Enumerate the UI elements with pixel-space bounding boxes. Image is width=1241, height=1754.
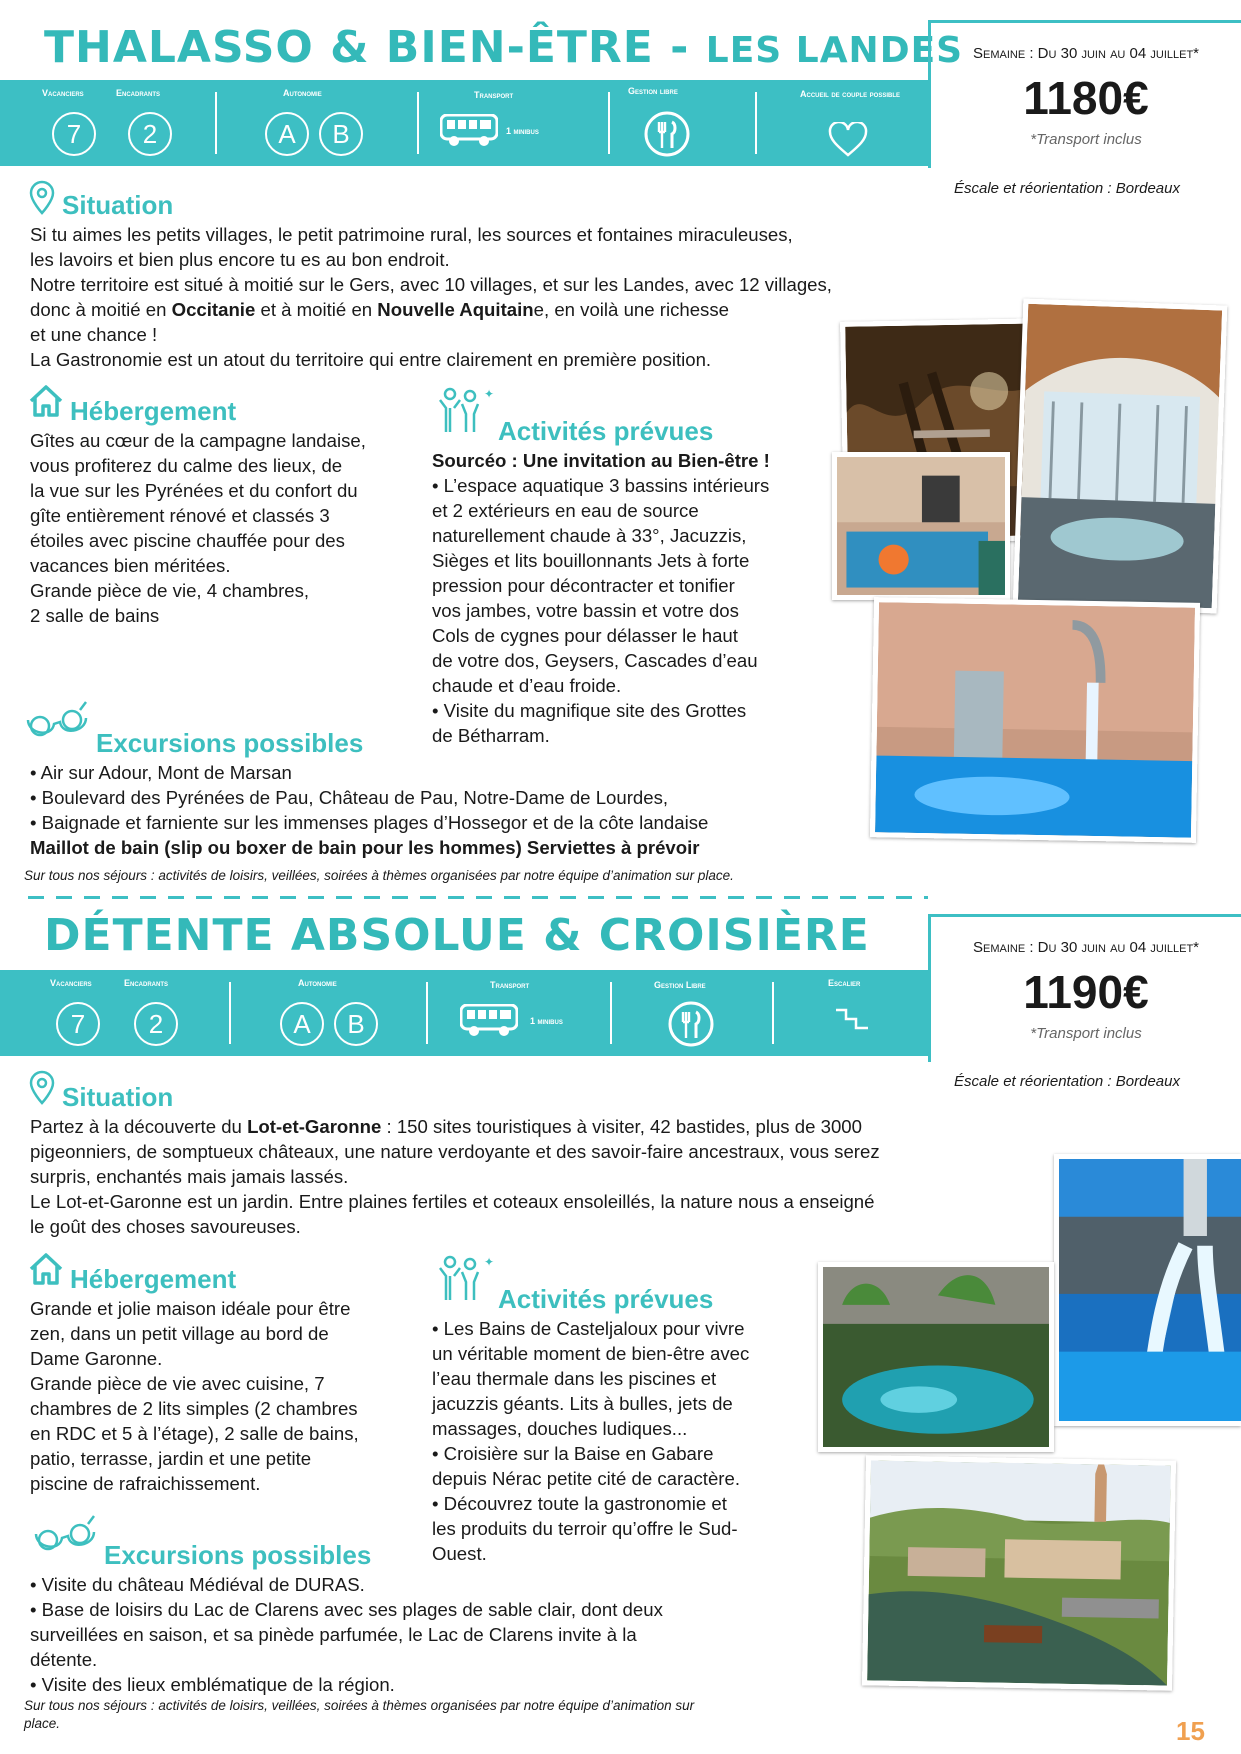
hebergement-line: piscine de rafraichissement. [30, 1473, 261, 1494]
trip1-excursions-text [30, 760, 910, 835]
nerac-village-photo [862, 1455, 1176, 1690]
escalier-label: Escalier [828, 978, 861, 988]
autonomie-a: A [265, 112, 309, 156]
svg-text:✦: ✦ [484, 1255, 495, 1269]
excursion-line: détente. [30, 1649, 98, 1670]
trip1-info-bar [0, 80, 928, 166]
trip1-excursions-title: Excursions possibles [96, 728, 364, 758]
encadrants-label: Encadrants [116, 88, 161, 98]
encadrants-label: Encadrants [124, 978, 169, 988]
trip2-activites-title: Activités prévues [498, 1284, 714, 1314]
thermal-pool-photo [818, 1262, 1054, 1452]
trip1-activites-head: Sourcéo : Une invitation au Bien-être ! [432, 450, 770, 471]
trip1-week: Semaine : Du 30 juin au 04 juillet* [972, 45, 1200, 62]
location-pin-icon [28, 180, 56, 221]
hebergement-line: patio, terrasse, jardin et une petite [30, 1448, 312, 1469]
activite-line: de votre dos, Geysers, Cascades d’eau [432, 650, 758, 671]
divider [772, 982, 774, 1044]
cutlery-icon [643, 110, 691, 163]
trip1-price: 1180€ [1023, 72, 1149, 124]
trip2-title: DÉTENTE ABSOLUE & CROISIÈRE [44, 910, 870, 961]
trip2-price-note: *Transport inclus [1030, 1025, 1142, 1042]
trip1-hebergement-title: Hébergement [70, 396, 237, 426]
divider [229, 982, 231, 1044]
hebergement-line: Dame Garonne. [30, 1348, 163, 1369]
thermal-water-jet-photo [1054, 1154, 1241, 1426]
excursion-line: • Visite des lieux emblématique de la région. [30, 1674, 395, 1695]
trip1-situation-title: Situation [62, 190, 174, 220]
trip1-price-box [928, 20, 1241, 168]
gestion-label: Gestion libre [628, 86, 678, 96]
trip2-hebergement-text [30, 1296, 410, 1496]
trip2-hebergement-title: Hébergement [70, 1264, 237, 1294]
trip2-excursions-text [30, 1572, 770, 1697]
sunglasses-icon [34, 1514, 98, 1563]
trip2-price-box [928, 914, 1241, 1062]
hebergement-line: Gîtes au cœur de la campagne landaise, [30, 430, 366, 451]
transport-label: Transport [474, 90, 514, 100]
hebergement-line: étoiles avec piscine chauffée pour des [30, 530, 345, 551]
trip2-situation-title: Situation [62, 1082, 174, 1112]
autonomie-a: A [280, 1002, 324, 1046]
encadrants-count: 2 [128, 112, 172, 156]
trip1-excursions-bold: Maillot de bain (slip ou boxer de bain pour les hommes) Serviettes à prévoir [30, 837, 700, 858]
activite-line: • Les Bains de Casteljaloux pour vivre [432, 1318, 745, 1339]
vacanciers-count: 7 [56, 1002, 100, 1046]
activite-line: un véritable moment de bien-être avec [432, 1343, 750, 1364]
trip2-footnote: Sur tous nos séjours : activités de loisirs, veillées, soirées à thèmes organisées par notre équipe d’animation sur place. [24, 1698, 695, 1731]
activite-line: chaude et d’eau froide. [432, 675, 622, 696]
minibus-icon [460, 1004, 518, 1043]
excursion-line: • Baignade et farniente sur les immenses plages d’Hossegor et de la côte landaise [30, 812, 709, 833]
activite-line: les produits du terroir qu’offre le Sud- [432, 1518, 738, 1539]
heart-icon [828, 122, 868, 163]
waterfall-pool-photo [870, 597, 1200, 843]
transport-value: 1 minibus [506, 126, 539, 136]
trip1-activites-title: Activités prévues [498, 416, 714, 446]
activite-line: • Découvrez toute la gastronomie et [432, 1493, 727, 1514]
divider [755, 92, 757, 154]
hebergement-line: vous profiterez du calme des lieux, de [30, 455, 343, 476]
trip1-price-note: *Transport inclus [1030, 131, 1142, 148]
gestion-label: Gestion Libre [654, 980, 706, 990]
activite-line: Sièges et lits bouillonnants Jets à forte [432, 550, 750, 571]
trip2-activites-text [432, 1316, 832, 1566]
trip2-week: Semaine : Du 30 juin au 04 juillet* [972, 939, 1200, 956]
stairs-icon [834, 1006, 870, 1037]
trip2-excursions-title: Excursions possibles [104, 1540, 372, 1570]
autonomie-b: B [319, 112, 363, 156]
people-activity-icon [436, 1254, 496, 1311]
autonomie-label: Autonomie [283, 88, 322, 98]
activite-line: depuis Nérac petite cité de caractère. [432, 1468, 740, 1489]
vacanciers-label: Vacanciers [50, 978, 92, 988]
activite-line: jacuzzis géants. Lits à bulles, jets de [432, 1393, 733, 1414]
activite-line: naturellement chaude à 33°, Jacuzzis, [432, 525, 747, 546]
hebergement-line: Grande pièce de vie, 4 chambres, [30, 580, 310, 601]
trip1-escale: Éscale et réorientation : Bordeaux [954, 180, 1180, 197]
activite-line: Cols de cygnes pour délasser le haut [432, 625, 738, 646]
svg-text:✦: ✦ [484, 387, 495, 401]
divider [608, 92, 610, 154]
hebergement-line: Grande et jolie maison idéale pour être [30, 1298, 351, 1319]
trip1-title: THALASSO & BIEN-ÊTRE - LES LANDES [44, 22, 964, 73]
trip1-hebergement-text [30, 428, 410, 628]
couple-label: Accueil de couple possible [799, 89, 900, 99]
hebergement-line: la vue sur les Pyrénées et du confort du [30, 480, 358, 501]
activite-line: et 2 extérieurs en eau de source [432, 500, 699, 521]
hebergement-line: gîte entièrement rénové et classés 3 [30, 505, 330, 526]
divider [610, 982, 612, 1044]
location-pin-icon [28, 1070, 56, 1111]
excursion-line: • Base de loisirs du Lac de Clarens avec ses plages de sable clair, dont deux [30, 1599, 663, 1620]
vacanciers-count: 7 [52, 112, 96, 156]
transport-value: 1 minibus [530, 1016, 563, 1026]
divider [426, 982, 428, 1044]
trip2-situation-text: Partez à la découverte du Lot-et-Garonne : 150 sites touristiques à visiter, 42 bastides, plus de 3000 pigeonniers, de somptueux châteaux, une nature verdoyante et des savoir-faire ancestraux, vous serez surpris, enchantés mais jamais lassés. Le Lot-et-Garonne est un jardin. Entre plaines fertiles et coteaux ensoleillés, la nature nous a enseigné le goût des choses savoureuses. [30, 1116, 880, 1237]
trip1-activites-text [432, 473, 832, 748]
activite-line: Ouest. [432, 1543, 487, 1564]
excursion-line: • Air sur Adour, Mont de Marsan [30, 762, 292, 783]
activite-line: pression pour décontracter et tonifier [432, 575, 735, 596]
excursion-line: • Boulevard des Pyrénées de Pau, Château de Pau, Notre-Dame de Lourdes, [30, 787, 669, 808]
hebergement-line: vacances bien méritées. [30, 555, 231, 576]
spa-room-photo [832, 452, 1010, 600]
trip2-info-bar [0, 970, 928, 1056]
hebergement-line: chambres de 2 lits simples (2 chambres [30, 1398, 358, 1419]
encadrants-count: 2 [134, 1002, 178, 1046]
divider [417, 92, 419, 154]
house-icon [28, 384, 64, 423]
house-icon [28, 1252, 64, 1291]
activite-line: • L’espace aquatique 3 bassins intérieurs [432, 475, 770, 496]
autonomie-label: Autonomie [298, 978, 337, 988]
section-divider [28, 896, 928, 899]
activite-line: l’eau thermale dans les piscines et [432, 1368, 717, 1389]
trip2-price: 1190€ [1023, 966, 1149, 1018]
trip1-footnote: Sur tous nos séjours : activités de loisirs, veillées, soirées à thèmes organisées par notre équipe d’animation sur place. [24, 868, 734, 883]
hebergement-line: Grande pièce de vie avec cuisine, 7 [30, 1373, 325, 1394]
page-number: 15 [1176, 1716, 1205, 1746]
divider [215, 92, 217, 154]
excursion-line: • Visite du château Médiéval de DURAS. [30, 1574, 365, 1595]
indoor-pool-photo [1013, 299, 1228, 614]
autonomie-b: B [334, 1002, 378, 1046]
activite-line: de Bétharram. [432, 725, 550, 746]
transport-label: Transport [490, 980, 530, 990]
hebergement-line: zen, dans un petit village au bord de [30, 1323, 329, 1344]
vacanciers-label: Vacanciers [42, 88, 84, 98]
activite-line: • Croisière sur la Baise en Gabare [432, 1443, 714, 1464]
trip1-situation-text: Si tu aimes les petits villages, le petit patrimoine rural, les sources et fontaines miraculeuses, les lavoirs et bien plus encore tu es au bon endroit. Notre territoire est situé à moitié sur le Gers, avec 10 villages, et sur les Landes, avec 12 villages, donc à moitié en Occitanie et à moitié en Nouvelle Aquitaine, en voilà une richesse et une chance ! La Gastronomie est un atout du territoire qui entre clairement en première position. [30, 224, 832, 370]
minibus-icon [440, 114, 498, 153]
hebergement-line: en RDC et 5 à l’étage), 2 salle de bains, [30, 1423, 359, 1444]
cutlery-icon [667, 1000, 715, 1053]
sunglasses-icon [26, 700, 90, 749]
people-activity-icon [436, 386, 496, 443]
activite-line: massages, douches ludiques... [432, 1418, 688, 1439]
trip2-escale: Éscale et réorientation : Bordeaux [954, 1073, 1180, 1090]
activite-line: vos jambes, votre bassin et votre dos [432, 600, 739, 621]
hebergement-line: 2 salle de bains [30, 605, 160, 626]
excursion-line: surveillées en saison, et sa pinède parfumée, le Lac de Clarens invite à la [30, 1624, 637, 1645]
activite-line: • Visite du magnifique site des Grottes [432, 700, 747, 721]
